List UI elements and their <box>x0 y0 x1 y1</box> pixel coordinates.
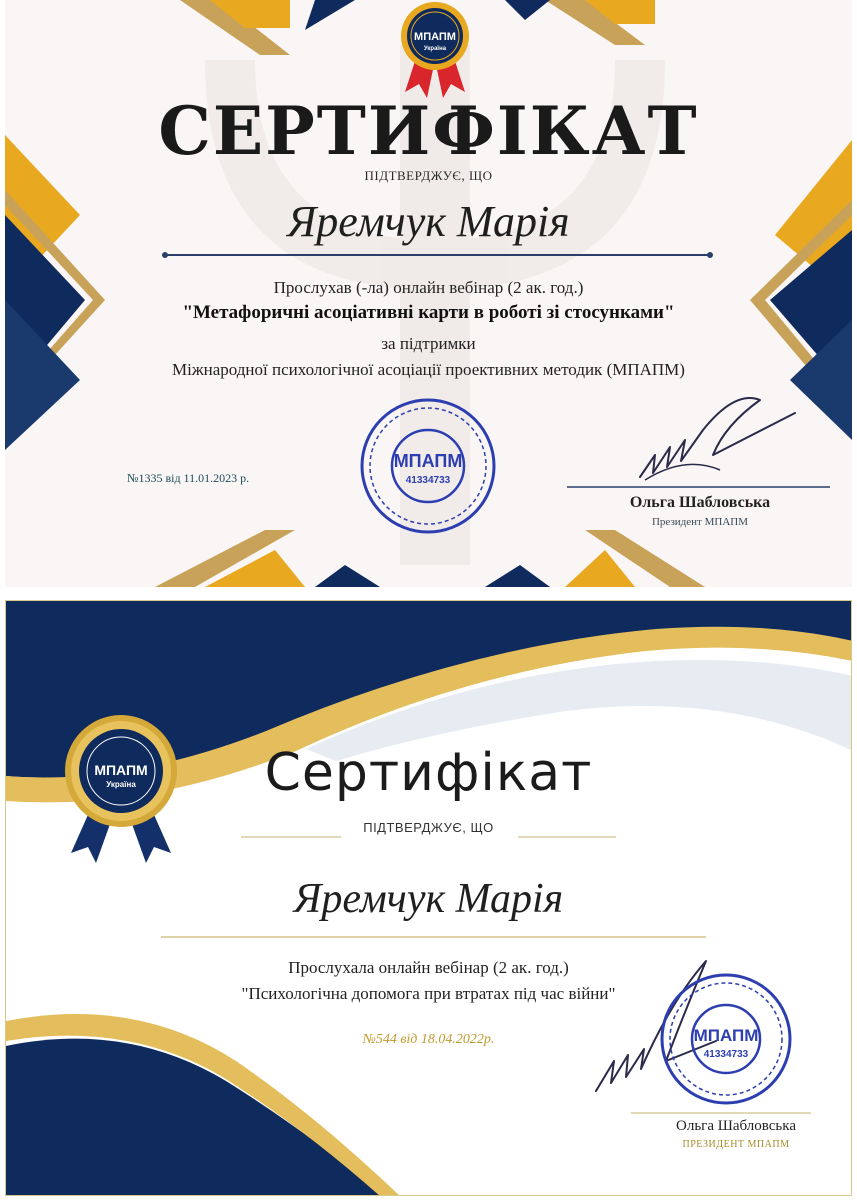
stamp-icon <box>656 971 796 1107</box>
certificate-subtitle: ПІДТВЕРДЖУЄ, ЩО <box>363 820 494 835</box>
certificate-title: Сертифікат <box>264 743 593 803</box>
rosette-text: МПАПМ <box>94 762 148 778</box>
signer-name: Ольга Шабловська <box>629 494 771 511</box>
stamp-text: МПАПМ <box>393 451 463 471</box>
support-line: за підтримки <box>381 334 476 353</box>
badge-text: МПАПМ <box>414 31 456 43</box>
recipient-name: Яремчук Марія <box>293 876 564 922</box>
organization-line: Міжнародної психологічної асоціації проективних методик (МПАПМ) <box>172 360 685 379</box>
course-title: "Метафоричні асоціативні карти в роботі зі стосунками" <box>182 302 675 323</box>
stamp-icon <box>358 397 498 535</box>
stamp-text: МПАПМ <box>693 1026 759 1045</box>
stamp-code: 41334733 <box>405 475 451 486</box>
badge-country: Україна <box>423 46 447 52</box>
signature-icon <box>625 385 805 485</box>
recipient-name: Яремчук Марія <box>287 197 570 246</box>
webinar-line: Прослухала онлайн вебінар (2 ак. год.) <box>288 958 569 977</box>
stamp-code: 41334733 <box>703 1049 749 1060</box>
signer-name: Ольга Шабловська <box>676 1118 796 1134</box>
certificate-bottom <box>5 600 852 1196</box>
certificate-number: №1335 від 11.01.2023 р. <box>127 471 250 485</box>
course-title: "Психологічна допомога при втратах під час війни" <box>241 984 616 1003</box>
certificate-subtitle: ПІДТВЕРДЖУЄ, ЩО <box>364 168 493 183</box>
certificate-number: №544 від 18.04.2022р. <box>362 1032 495 1047</box>
signer-role: Президент МПАПМ <box>651 516 748 528</box>
certificate-title: СЕРТИФІКАТ <box>158 92 699 170</box>
mpapm-badge-icon <box>395 0 475 100</box>
webinar-line: Прослухав (-ла) онлайн вебінар (2 ак. год.) <box>273 278 584 297</box>
rosette-country: Україна <box>106 780 136 789</box>
certificate-top <box>5 0 852 587</box>
signer-role: ПРЕЗИДЕНТ МПАПМ <box>682 1139 790 1150</box>
